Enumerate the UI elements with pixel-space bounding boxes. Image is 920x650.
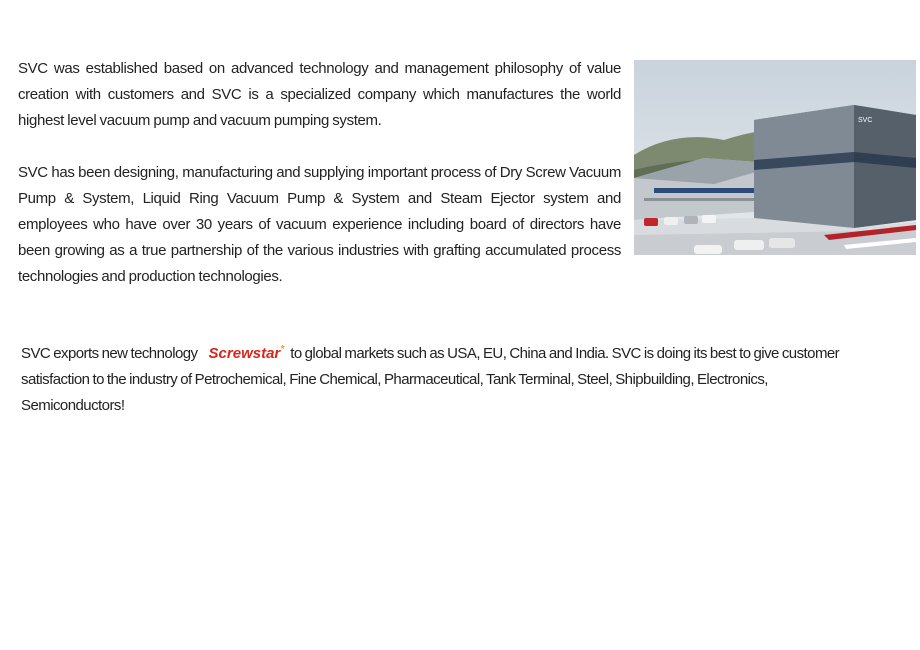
factory-building-photo [634,60,916,255]
export-text-after: to global markets such as USA, EU, China and India. SVC is doing its best to give customer satisfaction to the industry of Petrochemical, Fine Chemical, Pharmaceutical, Tank Terminal, Steel, Shipbuilding, Electronics, Semiconductors! [21,345,840,414]
intro-paragraph-2: SVC has been designing, manufacturing and supplying important process of Dry Screw Vacuum Pump & System, Liquid Ring Vacuum Pump & System and Steam Ejector system and employees who have over 30 years of vacuum experience including board of directors have been growing as a true partnership of the various industries with grafting accumulated process technologies and production technologies. [18,164,621,285]
factory-illustration [634,60,916,255]
intro-paragraph-1: SVC was established based on advanced technology and management philosophy of value creation with customers and SVC is a specialized company which manufactures the world highest level vacuum pump and vacuum pumping system. [18,60,621,129]
brand-name: Screwstar [208,345,281,362]
export-paragraph [21,337,869,419]
export-text-before: SVC exports new technology [21,345,198,362]
screwstar-logo [209,337,285,367]
brand-mark: * [280,344,285,355]
intro-section [18,56,621,290]
building-sign: SVC [858,117,873,124]
